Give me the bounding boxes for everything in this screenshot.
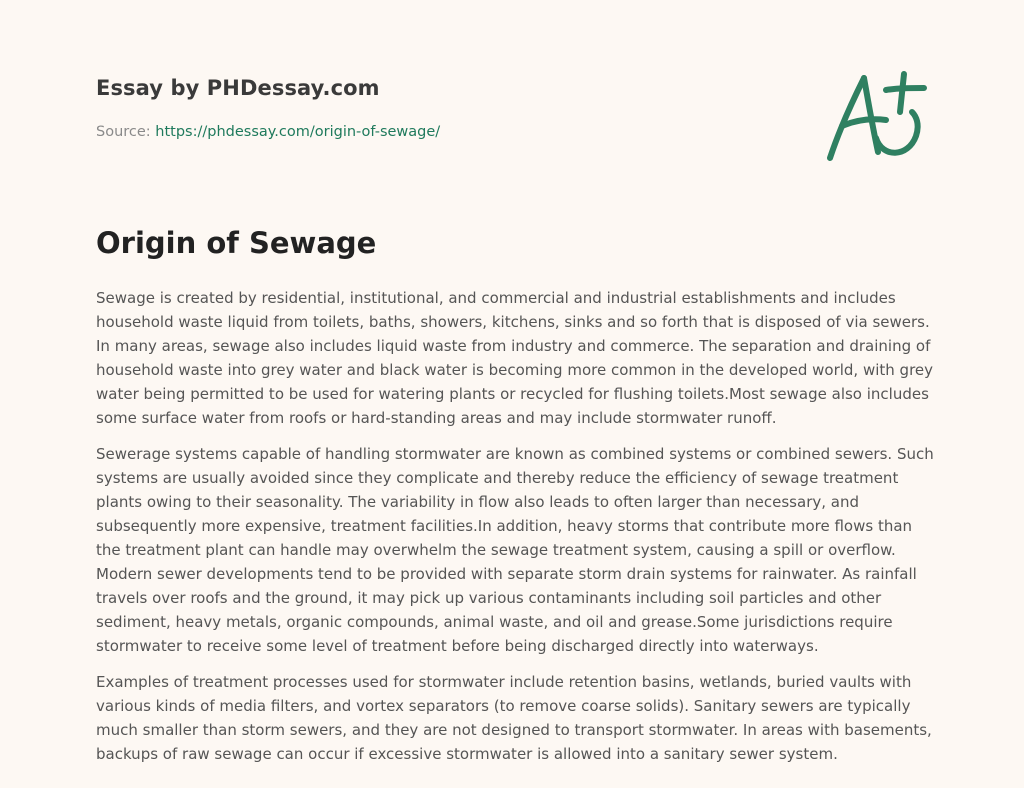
paragraph: Sewerage systems capable of handling stormwater are known as combined systems or combined sewers. Such systems are usually avoided since they complicate and thereby reduce the efficiency of sewage treatment plants owing to their seasonality. The variability in flow also leads to often larger than necessary, and subsequently more expensive, treatment facilities.In addition, heavy storms that contribute more flows than the treatment plant can handle may overwhelm the sewage treatment system, causing a spill or overflow. Modern sewer developments tend to be provided with separate storm drain systems for rainwater. As rainfall travels over roofs and the ground, it may pick up various contaminants including soil particles and other sediment, heavy metals, organic compounds, animal waste, and oil and grease.Some jurisdictions require stormwater to receive some level of treatment before being discharged directly into waterways. (96, 445, 934, 655)
essay-header (96, 76, 796, 140)
page-title: Origin of Sewage (96, 226, 377, 260)
source-label: Source: (96, 124, 151, 140)
paragraph: Sewage is created by residential, institutional, and commercial and industrial establishments and includes household waste liquid from toilets, baths, showers, kitchens, sinks and so forth that is disposed of via sewers. In many areas, sewage also includes liquid waste from industry and commerce. The separation and draining of household waste into grey water and black water is becoming more common in the developed world, with grey water being permitted to be used for watering plants or recycled for flushing toilets.Most sewage also includes some surface water from roofs or hard-standing areas and may include stormwater runoff. (96, 289, 934, 427)
source-link[interactable]: https://phdessay.com/origin-of-sewage/ (155, 124, 441, 140)
paragraph: Examples of treatment processes used for stormwater include retention basins, wetlands, buried vaults with various kinds of media filters, and vortex separators (to remove coarse solids). Sanitary sewers are typically much smaller than storm sewers, and they are not designed to transport stormwater. In areas with basements, backups of raw sewage can occur if excessive stormwater is allowed into a sanitary sewer system. (96, 673, 932, 763)
source-line (96, 124, 796, 140)
a-plus-grade-icon (820, 66, 930, 166)
article-body (96, 286, 934, 778)
brand-title: Essay by PHDessay.com (96, 76, 380, 100)
